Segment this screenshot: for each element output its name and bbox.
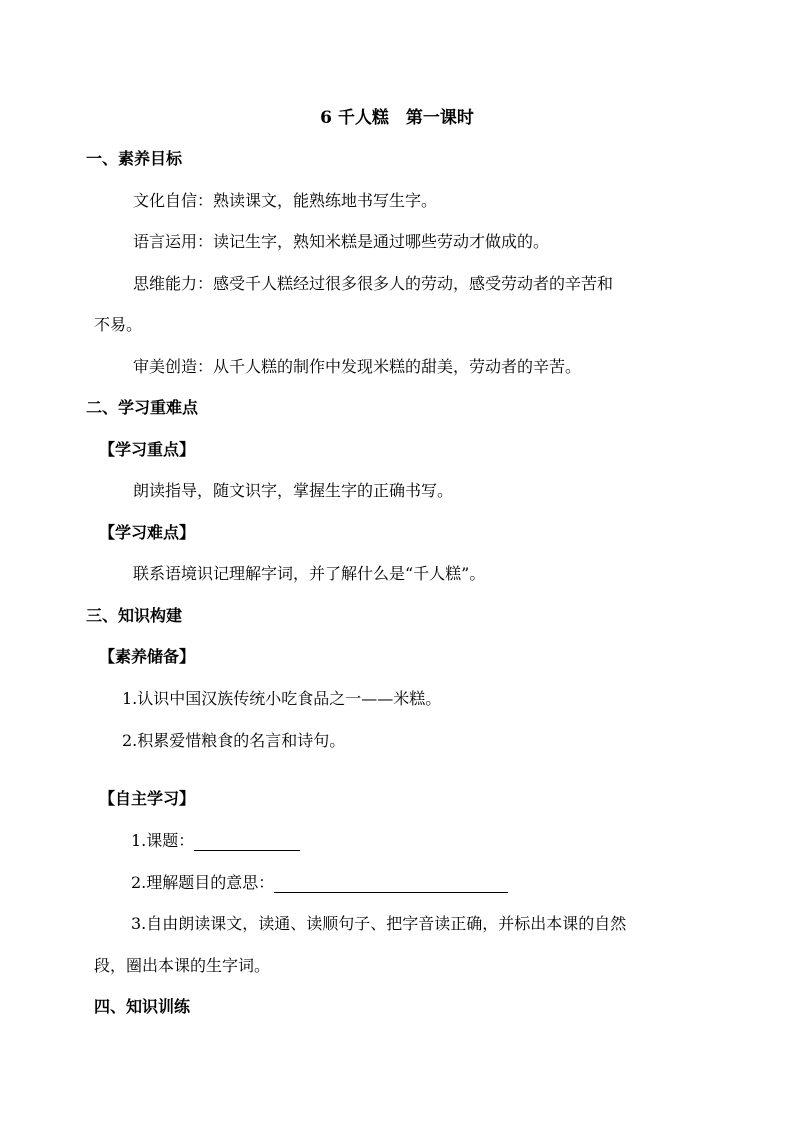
self-study-label: 【自主学习】	[99, 789, 196, 808]
goal-aesthetic: 审美创造：从千人糕的制作中发现米糕的甜美，劳动者的辛苦。	[133, 357, 582, 376]
key-difficulty-text: 联系语境识记理解字词，并了解什么是“千人糕”。	[133, 564, 486, 583]
self-study-item-3-cont: 段，圈出本课的生字词。	[94, 956, 271, 975]
section-heading-training: 四、知识训练	[94, 997, 191, 1016]
prep-label: 【素养储备】	[99, 647, 196, 666]
key-focus-label: 【学习重点】	[99, 440, 196, 459]
answer-blank-title[interactable]	[194, 834, 300, 851]
prep-item-1: 1.认识中国汉族传统小吃食品之一——米糕。	[122, 689, 442, 708]
self-study-item-1	[131, 831, 300, 851]
answer-blank-meaning[interactable]	[274, 876, 508, 893]
key-difficulty-label: 【学习难点】	[99, 523, 196, 542]
goal-culture: 文化自信：熟读课文，能熟练地书写生字。	[133, 191, 438, 210]
section-heading-goals: 一、素养目标	[86, 149, 183, 168]
goal-thinking-cont: 不易。	[94, 315, 143, 334]
prep-item-2: 2.积累爱惜粮食的名言和诗句。	[122, 731, 346, 750]
self-study-item-2-text: 2.理解题目的意思：	[131, 873, 275, 892]
key-focus-text: 朗读指导，随文识字，掌握生字的正确书写。	[133, 481, 454, 500]
self-study-item-1-text: 1.课题：	[131, 831, 195, 850]
goal-language: 语言运用：读记生字，熟知米糕是通过哪些劳动才做成的。	[133, 232, 550, 251]
self-study-item-3: 3.自由朗读课文，读通、读顺句子、把字音读正确，并标出本课的自然	[131, 914, 627, 933]
section-heading-knowledge: 三、知识构建	[86, 606, 183, 625]
section-heading-key-points: 二、学习重难点	[86, 398, 199, 417]
self-study-item-2	[131, 873, 508, 893]
page-title: 6 千人糕 第一课时	[320, 108, 474, 128]
goal-thinking: 思维能力：感受千人糕经过很多很多人的劳动，感受劳动者的辛苦和	[133, 274, 614, 293]
